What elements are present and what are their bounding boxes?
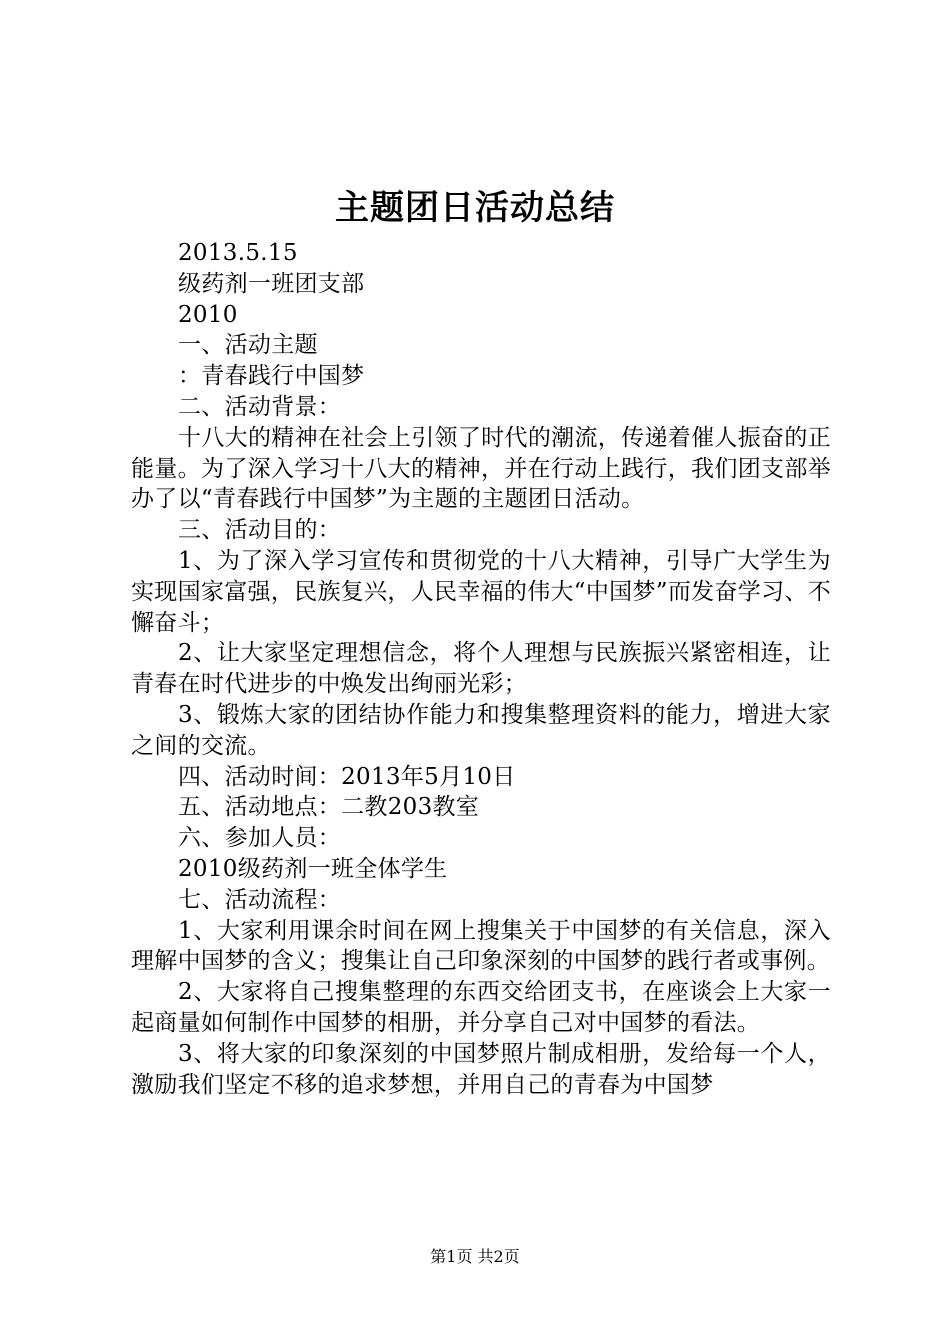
purpose-item-2: 2、让大家坚定理想信念，将个人理想与民族振兴紧密相连，让青春在时代进步的中焕发出绚丽光彩； [131, 640, 831, 698]
section-heading-purpose: 三、活动目的： [178, 517, 342, 544]
organizer-line: 级药剂一班团支部 [178, 270, 365, 297]
process-item-1: 1、大家利用课余时间在网上搜集关于中国梦的有关信息，深入理解中国梦的含义；搜集让自己印象深刻的中国梦的践行者或事例。 [131, 917, 831, 975]
section-heading-theme: 一、活动主题 [178, 332, 318, 359]
process-item-2: 2、大家将自己搜集整理的东西交给团支书，在座谈会上大家一起商量如何制作中国梦的相册，并分享自己对中国梦的看法。 [131, 979, 831, 1036]
section-heading-process: 七、活动流程： [178, 886, 342, 913]
purpose-item-1: 1、为了深入学习宣传和贯彻党的十八大精神，引导广大学生为实现国家富强，民族复兴，人民幸福的伟大“中国梦”而发奋学习、不懈奋斗； [131, 547, 831, 636]
date-line: 2013.5.15 [178, 240, 298, 266]
section-heading-participants: 六、参加人员： [178, 825, 342, 852]
year-line: 2010 [178, 301, 238, 328]
document-title: 主题团日活动总结 [335, 188, 615, 228]
purpose-item-3: 3、锻炼大家的团结协作能力和搜集整理资料的能力，增进大家之间的交流。 [131, 701, 831, 759]
section-heading-background: 二、活动背景： [178, 393, 342, 420]
background-paragraph: 十八大的精神在社会上引领了时代的潮流，传递着催人振奋的正能量。为了深入学习十八大的精神，并在行动上践行，我们团支部举办了以“青春践行中国梦”为主题的主题团日活动。 [131, 424, 831, 513]
participants-text: 2010级药剂一班全体学生 [178, 855, 448, 882]
section-time: 四、活动时间：2013年5月10日 [178, 763, 516, 790]
process-item-3: 3、将大家的印象深刻的中国梦照片制成相册，发给每一个人，激励我们坚定不移的追求梦想，并用自己的青春为中国梦 [131, 1040, 831, 1098]
document-body [131, 238, 831, 1100]
theme-text: ：青春践行中国梦 [178, 363, 365, 390]
section-location: 五、活动地点：二教203教室 [178, 794, 480, 821]
page-footer: 第1页 共2页 [430, 1247, 520, 1266]
